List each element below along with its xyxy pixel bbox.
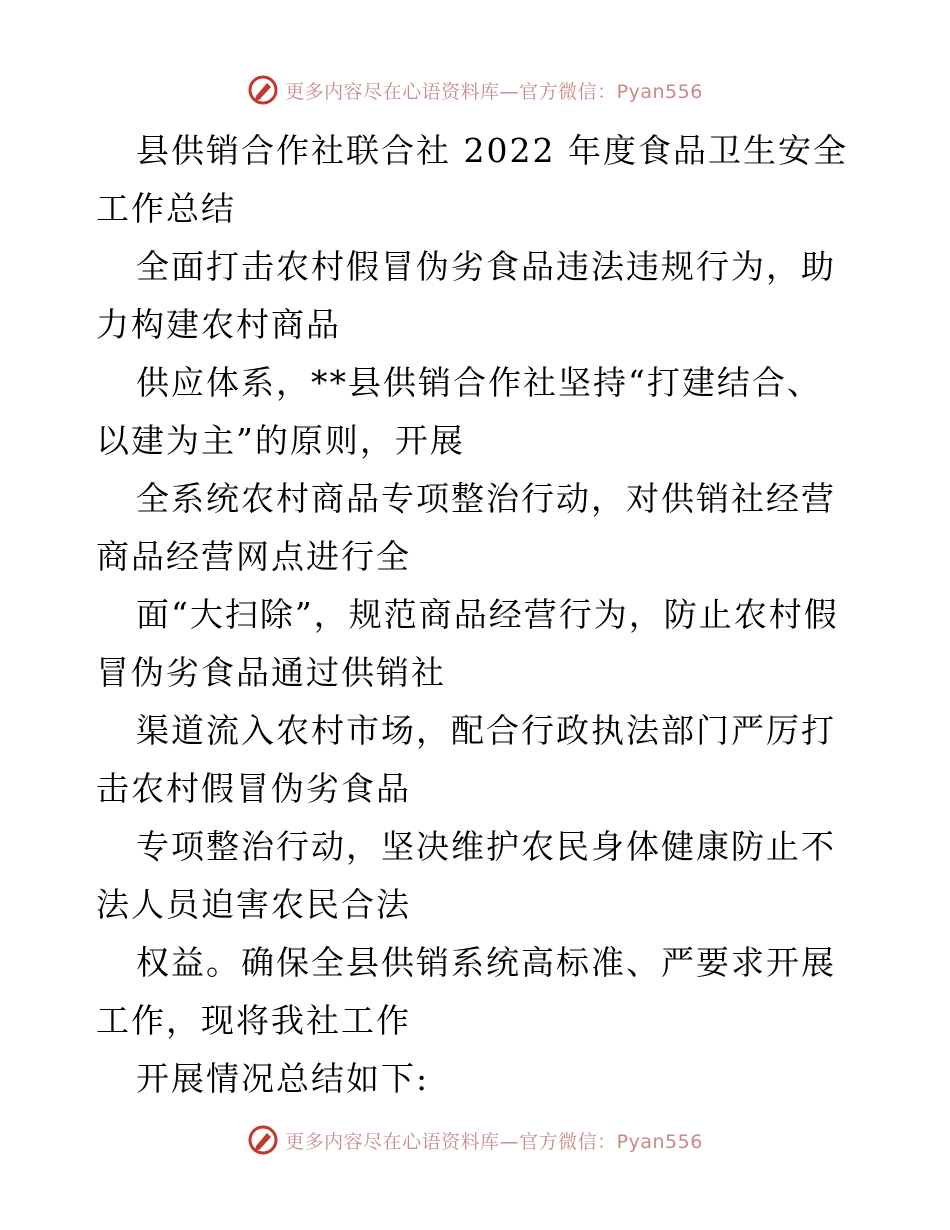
paragraph: 全面打击农村假冒伪劣食品违法违规行为，助力构建农村商品 (96, 247, 836, 344)
paragraph: 权益。确保全县供销系统高标准、严要求开展工作，现将我社工作 (96, 943, 836, 1040)
footer-watermark (0, 1120, 950, 1160)
paragraph: 开展情况总结如下: (136, 1059, 430, 1098)
paragraph: 面“大扫除”，规范商品经营行为，防止农村假冒伪劣食品通过供销社 (96, 595, 839, 692)
document-title: 县供销合作社联合社 2022 年度食品卫生安全工作总结 (96, 131, 848, 228)
pen-logo-icon (247, 74, 279, 106)
paragraph: 全系统农村商品专项整治行动，对供销社经营商品经营网点进行全 (96, 479, 836, 576)
paragraph: 专项整治行动，坚决维护农民身体健康防止不法人员迫害农民合法 (96, 827, 836, 924)
pen-logo-icon (247, 1124, 279, 1156)
header-watermark (0, 70, 950, 110)
watermark-text: 更多内容尽在心语资料库—官方微信：Pyan556 (285, 80, 703, 103)
document-body (96, 122, 856, 1108)
paragraph: 渠道流入农村市场，配合行政执法部门严厉打击农村假冒伪劣食品 (96, 711, 836, 808)
paragraph: 供应体系，**县供销合作社坚持“打建结合、以建为主”的原则，开展 (96, 363, 822, 460)
watermark-text: 更多内容尽在心语资料库—官方微信：Pyan556 (285, 1130, 703, 1153)
